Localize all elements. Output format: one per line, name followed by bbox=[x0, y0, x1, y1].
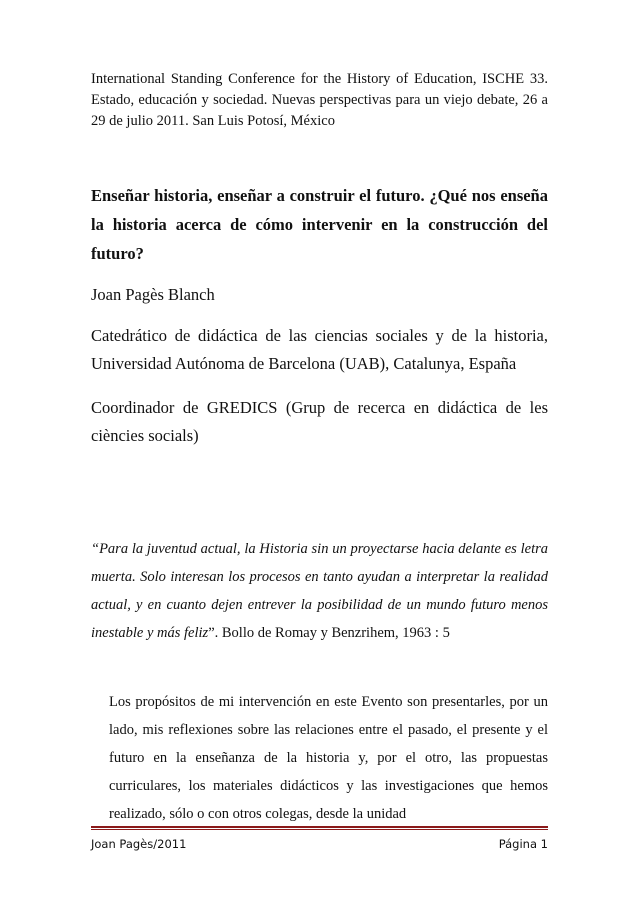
page-number: Página 1 bbox=[498, 837, 548, 851]
author-coordination: Coordinador de GREDICS (Grup de recerca en didáctica de les ciències socials) bbox=[91, 398, 548, 445]
footer-author: Joan Pagès/2011 bbox=[91, 837, 187, 851]
conference-header: International Standing Conference for the History of Education, ISCHE 33. Estado, educación y sociedad. Nuevas perspectivas para un viejo debate, 26 a 29 de julio 2011. San Luis Potosí, México bbox=[91, 71, 548, 129]
body-paragraph: Los propósitos de mi intervención en este Evento son presentarles, por un lado, mis reflexiones sobre las relaciones entre el pasado, el presente y el futuro en la enseñanza de la historia y, por el otro, las propuestas curriculares, los materiales didácticos y las investigaciones que hemos realizado, sólo o con otros colegas, desde la unidad bbox=[109, 694, 548, 822]
epigraph-quote bbox=[91, 535, 548, 647]
author-name: Joan Pagès Blanch bbox=[91, 285, 215, 304]
footer-rule-thin bbox=[91, 829, 548, 830]
author-affiliation: Catedrático de didáctica de las ciencias sociales y de la historia, Universidad Autónoma de Barcelona (UAB), Catalunya, España bbox=[91, 326, 548, 373]
quote-text: “Para la juventud actual, la Historia sin un proyectarse hacia delante es letra muerta. Solo interesan los procesos en tanto ayudan a interpretar la realidad actual, y en cuanto dejen entrever la posibilidad de un mundo futuro menos inestable y más feliz bbox=[91, 541, 548, 641]
paper-title: Enseñar historia, enseñar a construir el futuro. ¿Qué nos enseña la historia acerca de cómo intervenir en la construcción del futuro? bbox=[91, 186, 548, 263]
quote-citation: ”. Bollo de Romay y Benzrihem, 1963 : 5 bbox=[208, 625, 450, 641]
footer-rule bbox=[91, 826, 548, 828]
